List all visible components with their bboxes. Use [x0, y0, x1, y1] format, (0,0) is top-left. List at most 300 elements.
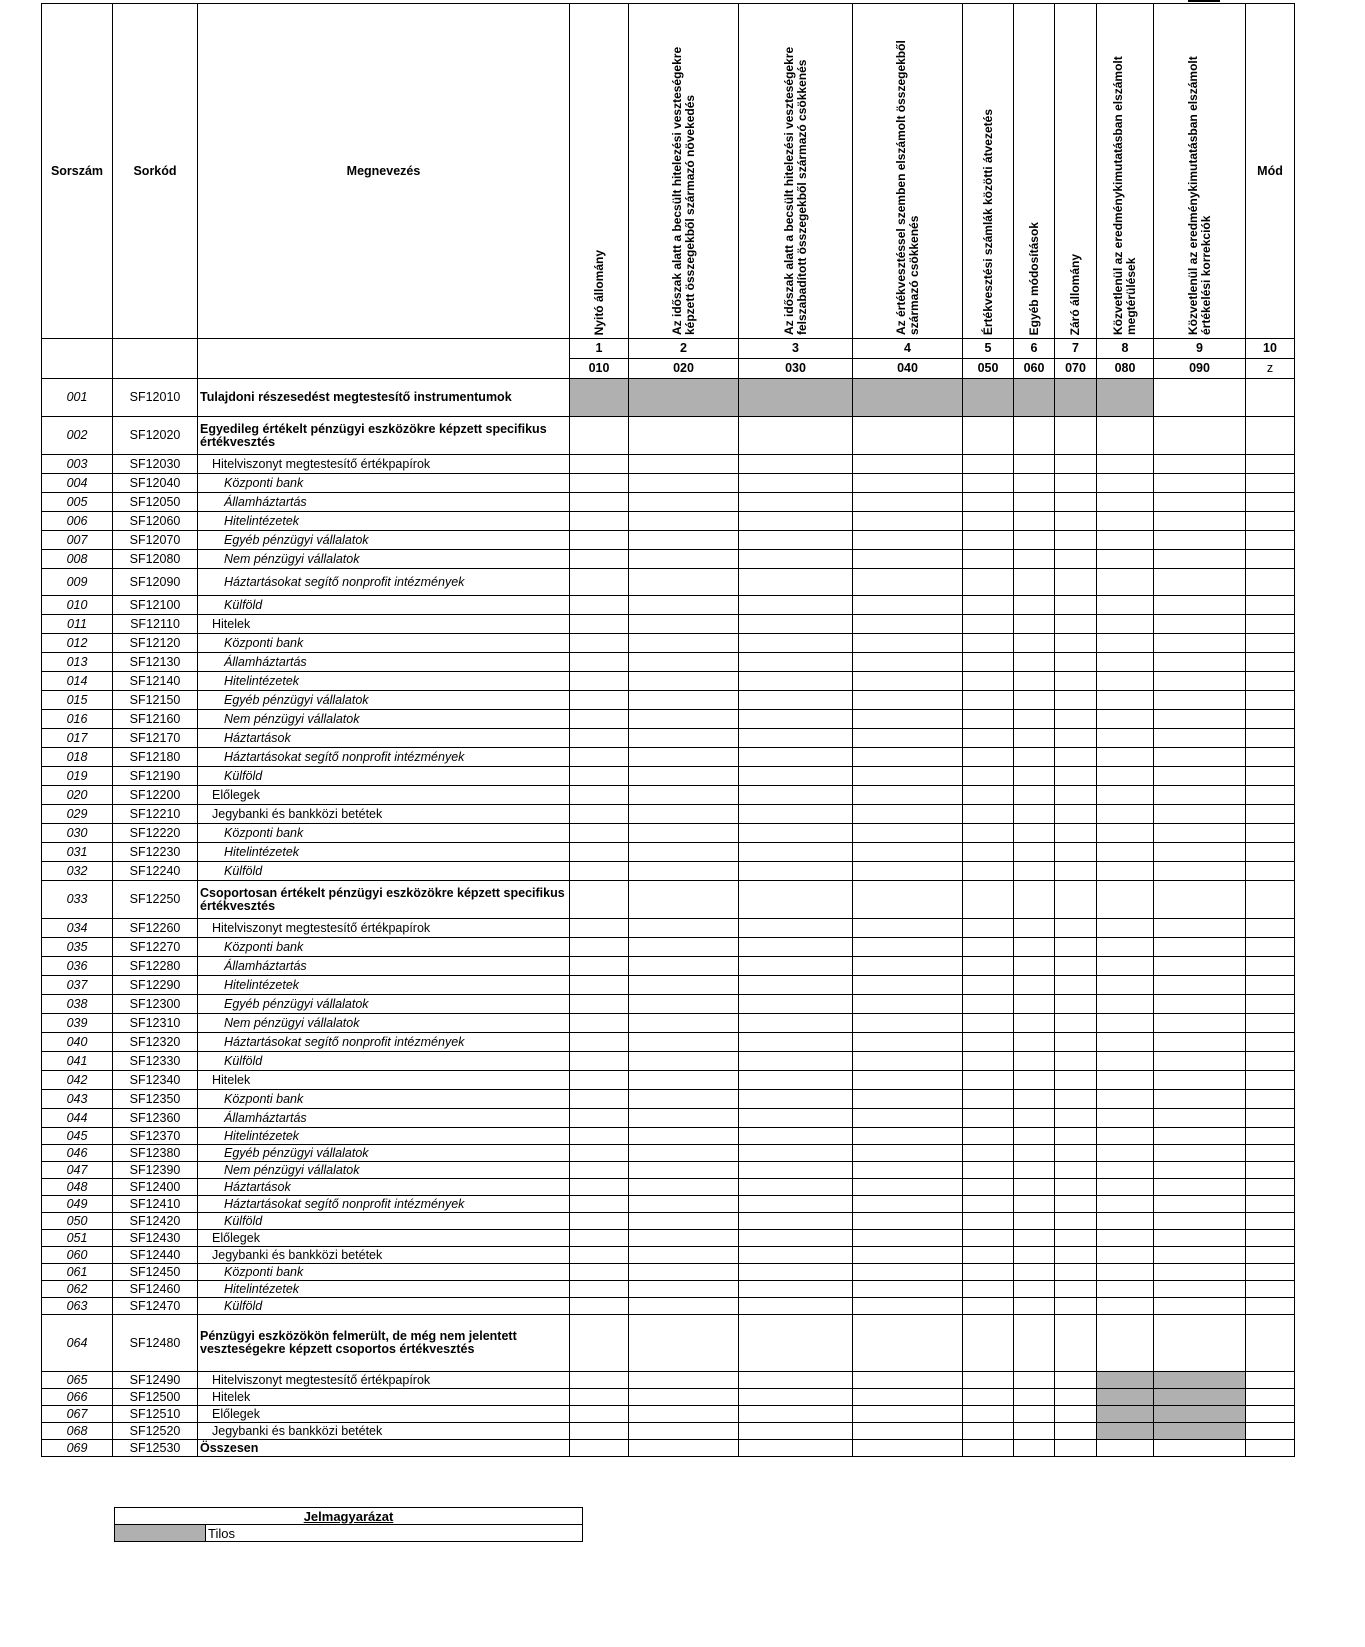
data-cell[interactable]	[1154, 1298, 1246, 1315]
data-cell[interactable]	[629, 1372, 739, 1389]
data-cell[interactable]	[1246, 1423, 1295, 1440]
data-cell[interactable]	[1246, 748, 1295, 767]
data-cell[interactable]	[1154, 634, 1246, 653]
data-cell[interactable]	[963, 786, 1014, 805]
data-cell[interactable]	[1154, 767, 1246, 786]
data-cell[interactable]	[1246, 1162, 1295, 1179]
data-cell[interactable]	[1097, 550, 1154, 569]
data-cell[interactable]	[739, 881, 853, 919]
data-cell[interactable]	[853, 1264, 963, 1281]
data-cell[interactable]	[570, 417, 629, 455]
data-cell[interactable]	[1014, 1264, 1055, 1281]
data-cell[interactable]	[1246, 493, 1295, 512]
data-cell[interactable]	[629, 1179, 739, 1196]
data-cell[interactable]	[570, 1281, 629, 1298]
data-cell[interactable]	[1154, 550, 1246, 569]
data-cell[interactable]	[853, 767, 963, 786]
data-cell[interactable]	[963, 1264, 1014, 1281]
data-cell[interactable]	[1246, 615, 1295, 634]
data-cell[interactable]	[739, 710, 853, 729]
data-cell[interactable]	[853, 786, 963, 805]
data-cell[interactable]	[963, 1247, 1014, 1264]
data-cell[interactable]	[1055, 1281, 1097, 1298]
data-cell[interactable]	[1097, 1162, 1154, 1179]
data-cell[interactable]	[739, 653, 853, 672]
data-cell[interactable]	[1055, 672, 1097, 691]
data-cell[interactable]	[853, 615, 963, 634]
data-cell[interactable]	[739, 919, 853, 938]
data-cell[interactable]	[963, 843, 1014, 862]
data-cell[interactable]	[1246, 1090, 1295, 1109]
data-cell[interactable]	[1154, 455, 1246, 474]
data-cell[interactable]	[1097, 862, 1154, 881]
data-cell[interactable]	[853, 748, 963, 767]
data-cell[interactable]	[1097, 512, 1154, 531]
data-cell[interactable]	[963, 1033, 1014, 1052]
data-cell[interactable]	[963, 710, 1014, 729]
data-cell[interactable]	[570, 729, 629, 748]
data-cell[interactable]	[1014, 1406, 1055, 1423]
data-cell[interactable]	[1097, 596, 1154, 615]
data-cell[interactable]	[853, 805, 963, 824]
data-cell[interactable]	[1154, 1230, 1246, 1247]
data-cell[interactable]	[1055, 1247, 1097, 1264]
data-cell[interactable]	[1246, 729, 1295, 748]
data-cell[interactable]	[1246, 1389, 1295, 1406]
data-cell[interactable]	[1014, 1372, 1055, 1389]
data-cell[interactable]	[853, 938, 963, 957]
data-cell[interactable]	[629, 938, 739, 957]
data-cell[interactable]	[1154, 729, 1246, 748]
data-cell[interactable]	[1246, 767, 1295, 786]
data-cell[interactable]	[1097, 474, 1154, 493]
data-cell[interactable]	[629, 1230, 739, 1247]
data-cell[interactable]	[1097, 634, 1154, 653]
data-cell[interactable]	[629, 379, 739, 417]
data-cell[interactable]	[1246, 1145, 1295, 1162]
data-cell[interactable]	[629, 1109, 739, 1128]
data-cell[interactable]	[739, 531, 853, 550]
data-cell[interactable]	[629, 634, 739, 653]
data-cell[interactable]	[1246, 824, 1295, 843]
data-cell[interactable]	[1097, 1372, 1154, 1389]
data-cell[interactable]	[629, 919, 739, 938]
data-cell[interactable]	[1014, 767, 1055, 786]
data-cell[interactable]	[1097, 1406, 1154, 1423]
data-cell[interactable]	[739, 1247, 853, 1264]
data-cell[interactable]	[853, 1247, 963, 1264]
data-cell[interactable]	[1154, 919, 1246, 938]
data-cell[interactable]	[1055, 976, 1097, 995]
data-cell[interactable]	[1014, 824, 1055, 843]
data-cell[interactable]	[1246, 1406, 1295, 1423]
data-cell[interactable]	[1055, 569, 1097, 596]
data-cell[interactable]	[1246, 1315, 1295, 1372]
data-cell[interactable]	[1097, 691, 1154, 710]
data-cell[interactable]	[1097, 1196, 1154, 1213]
data-cell[interactable]	[853, 995, 963, 1014]
data-cell[interactable]	[1014, 550, 1055, 569]
data-cell[interactable]	[570, 1179, 629, 1196]
data-cell[interactable]	[1014, 379, 1055, 417]
data-cell[interactable]	[629, 512, 739, 531]
data-cell[interactable]	[629, 1033, 739, 1052]
data-cell[interactable]	[1014, 1281, 1055, 1298]
data-cell[interactable]	[853, 417, 963, 455]
data-cell[interactable]	[853, 919, 963, 938]
data-cell[interactable]	[853, 1109, 963, 1128]
data-cell[interactable]	[1055, 1071, 1097, 1090]
data-cell[interactable]	[1055, 824, 1097, 843]
data-cell[interactable]	[1055, 550, 1097, 569]
data-cell[interactable]	[1154, 596, 1246, 615]
data-cell[interactable]	[1246, 976, 1295, 995]
data-cell[interactable]	[1055, 1145, 1097, 1162]
data-cell[interactable]	[1097, 1281, 1154, 1298]
data-cell[interactable]	[739, 938, 853, 957]
data-cell[interactable]	[629, 786, 739, 805]
data-cell[interactable]	[1014, 748, 1055, 767]
data-cell[interactable]	[853, 1440, 963, 1457]
data-cell[interactable]	[629, 1389, 739, 1406]
data-cell[interactable]	[1154, 1372, 1246, 1389]
data-cell[interactable]	[1246, 550, 1295, 569]
data-cell[interactable]	[739, 1128, 853, 1145]
data-cell[interactable]	[629, 843, 739, 862]
data-cell[interactable]	[570, 995, 629, 1014]
data-cell[interactable]	[570, 569, 629, 596]
data-cell[interactable]	[629, 653, 739, 672]
data-cell[interactable]	[963, 862, 1014, 881]
data-cell[interactable]	[1154, 512, 1246, 531]
data-cell[interactable]	[1014, 957, 1055, 976]
data-cell[interactable]	[1055, 531, 1097, 550]
data-cell[interactable]	[570, 805, 629, 824]
data-cell[interactable]	[570, 493, 629, 512]
data-cell[interactable]	[1014, 1315, 1055, 1372]
data-cell[interactable]	[570, 881, 629, 919]
data-cell[interactable]	[739, 569, 853, 596]
data-cell[interactable]	[570, 1389, 629, 1406]
data-cell[interactable]	[1055, 767, 1097, 786]
data-cell[interactable]	[629, 957, 739, 976]
data-cell[interactable]	[1246, 1014, 1295, 1033]
data-cell[interactable]	[739, 1090, 853, 1109]
data-cell[interactable]	[853, 531, 963, 550]
data-cell[interactable]	[1055, 1014, 1097, 1033]
data-cell[interactable]	[1055, 1033, 1097, 1052]
data-cell[interactable]	[1246, 1281, 1295, 1298]
data-cell[interactable]	[629, 729, 739, 748]
data-cell[interactable]	[1154, 1315, 1246, 1372]
data-cell[interactable]	[1014, 691, 1055, 710]
data-cell[interactable]	[963, 1372, 1014, 1389]
data-cell[interactable]	[1097, 995, 1154, 1014]
data-cell[interactable]	[1154, 474, 1246, 493]
data-cell[interactable]	[739, 824, 853, 843]
data-cell[interactable]	[739, 1179, 853, 1196]
data-cell[interactable]	[963, 729, 1014, 748]
data-cell[interactable]	[739, 615, 853, 634]
data-cell[interactable]	[853, 1052, 963, 1071]
data-cell[interactable]	[739, 1315, 853, 1372]
data-cell[interactable]	[570, 1090, 629, 1109]
data-cell[interactable]	[629, 976, 739, 995]
data-cell[interactable]	[963, 634, 1014, 653]
data-cell[interactable]	[1014, 1247, 1055, 1264]
data-cell[interactable]	[963, 531, 1014, 550]
data-cell[interactable]	[963, 1315, 1014, 1372]
data-cell[interactable]	[1154, 938, 1246, 957]
data-cell[interactable]	[853, 691, 963, 710]
data-cell[interactable]	[629, 474, 739, 493]
data-cell[interactable]	[1097, 786, 1154, 805]
data-cell[interactable]	[1014, 729, 1055, 748]
data-cell[interactable]	[1097, 1145, 1154, 1162]
data-cell[interactable]	[629, 615, 739, 634]
data-cell[interactable]	[739, 1281, 853, 1298]
data-cell[interactable]	[1154, 824, 1246, 843]
data-cell[interactable]	[1055, 938, 1097, 957]
data-cell[interactable]	[1154, 417, 1246, 455]
data-cell[interactable]	[1154, 748, 1246, 767]
data-cell[interactable]	[570, 379, 629, 417]
data-cell[interactable]	[1097, 919, 1154, 938]
data-cell[interactable]	[1097, 1298, 1154, 1315]
data-cell[interactable]	[963, 1179, 1014, 1196]
data-cell[interactable]	[963, 1162, 1014, 1179]
data-cell[interactable]	[1014, 919, 1055, 938]
data-cell[interactable]	[629, 1162, 739, 1179]
data-cell[interactable]	[570, 1423, 629, 1440]
data-cell[interactable]	[629, 862, 739, 881]
data-cell[interactable]	[1154, 710, 1246, 729]
data-cell[interactable]	[1055, 1440, 1097, 1457]
data-cell[interactable]	[629, 550, 739, 569]
data-cell[interactable]	[1097, 957, 1154, 976]
data-cell[interactable]	[739, 1162, 853, 1179]
data-cell[interactable]	[1097, 455, 1154, 474]
data-cell[interactable]	[739, 995, 853, 1014]
data-cell[interactable]	[1246, 805, 1295, 824]
data-cell[interactable]	[1055, 1128, 1097, 1145]
data-cell[interactable]	[1014, 1090, 1055, 1109]
data-cell[interactable]	[963, 1423, 1014, 1440]
data-cell[interactable]	[1055, 729, 1097, 748]
data-cell[interactable]	[739, 1230, 853, 1247]
data-cell[interactable]	[853, 653, 963, 672]
data-cell[interactable]	[629, 672, 739, 691]
data-cell[interactable]	[853, 1014, 963, 1033]
data-cell[interactable]	[853, 672, 963, 691]
data-cell[interactable]	[1014, 455, 1055, 474]
data-cell[interactable]	[1014, 1423, 1055, 1440]
data-cell[interactable]	[963, 1145, 1014, 1162]
data-cell[interactable]	[629, 1014, 739, 1033]
data-cell[interactable]	[853, 1230, 963, 1247]
data-cell[interactable]	[853, 1145, 963, 1162]
data-cell[interactable]	[629, 455, 739, 474]
data-cell[interactable]	[739, 748, 853, 767]
data-cell[interactable]	[1055, 653, 1097, 672]
data-cell[interactable]	[1246, 672, 1295, 691]
data-cell[interactable]	[739, 767, 853, 786]
data-cell[interactable]	[1097, 1109, 1154, 1128]
data-cell[interactable]	[963, 455, 1014, 474]
data-cell[interactable]	[853, 1196, 963, 1213]
data-cell[interactable]	[629, 569, 739, 596]
data-cell[interactable]	[963, 1071, 1014, 1090]
data-cell[interactable]	[1246, 1071, 1295, 1090]
data-cell[interactable]	[570, 843, 629, 862]
data-cell[interactable]	[1055, 1196, 1097, 1213]
data-cell[interactable]	[853, 1033, 963, 1052]
data-cell[interactable]	[739, 1440, 853, 1457]
data-cell[interactable]	[1154, 1247, 1246, 1264]
data-cell[interactable]	[739, 957, 853, 976]
data-cell[interactable]	[963, 767, 1014, 786]
data-cell[interactable]	[739, 976, 853, 995]
data-cell[interactable]	[739, 1052, 853, 1071]
data-cell[interactable]	[1154, 1264, 1246, 1281]
data-cell[interactable]	[1097, 710, 1154, 729]
data-cell[interactable]	[629, 531, 739, 550]
data-cell[interactable]	[1246, 710, 1295, 729]
data-cell[interactable]	[963, 672, 1014, 691]
data-cell[interactable]	[1014, 417, 1055, 455]
data-cell[interactable]	[853, 1423, 963, 1440]
data-cell[interactable]	[853, 729, 963, 748]
data-cell[interactable]	[1014, 634, 1055, 653]
data-cell[interactable]	[739, 417, 853, 455]
data-cell[interactable]	[629, 1281, 739, 1298]
data-cell[interactable]	[963, 919, 1014, 938]
data-cell[interactable]	[629, 1315, 739, 1372]
data-cell[interactable]	[570, 596, 629, 615]
data-cell[interactable]	[1055, 1264, 1097, 1281]
data-cell[interactable]	[739, 729, 853, 748]
data-cell[interactable]	[853, 1389, 963, 1406]
data-cell[interactable]	[1154, 615, 1246, 634]
data-cell[interactable]	[1246, 634, 1295, 653]
data-cell[interactable]	[1055, 1179, 1097, 1196]
data-cell[interactable]	[629, 691, 739, 710]
data-cell[interactable]	[629, 1196, 739, 1213]
data-cell[interactable]	[1097, 1090, 1154, 1109]
data-cell[interactable]	[853, 1213, 963, 1230]
data-cell[interactable]	[853, 710, 963, 729]
data-cell[interactable]	[1246, 531, 1295, 550]
data-cell[interactable]	[1154, 1014, 1246, 1033]
data-cell[interactable]	[1154, 976, 1246, 995]
data-cell[interactable]	[1055, 512, 1097, 531]
data-cell[interactable]	[739, 1109, 853, 1128]
data-cell[interactable]	[739, 596, 853, 615]
data-cell[interactable]	[1014, 938, 1055, 957]
data-cell[interactable]	[1154, 1145, 1246, 1162]
data-cell[interactable]	[963, 748, 1014, 767]
data-cell[interactable]	[963, 1440, 1014, 1457]
data-cell[interactable]	[1154, 843, 1246, 862]
data-cell[interactable]	[1055, 1298, 1097, 1315]
data-cell[interactable]	[570, 786, 629, 805]
data-cell[interactable]	[1154, 805, 1246, 824]
data-cell[interactable]	[629, 1213, 739, 1230]
data-cell[interactable]	[1154, 1128, 1246, 1145]
data-cell[interactable]	[570, 1052, 629, 1071]
data-cell[interactable]	[1097, 531, 1154, 550]
data-cell[interactable]	[963, 1109, 1014, 1128]
data-cell[interactable]	[739, 550, 853, 569]
data-cell[interactable]	[853, 379, 963, 417]
data-cell[interactable]	[963, 1281, 1014, 1298]
data-cell[interactable]	[853, 824, 963, 843]
data-cell[interactable]	[1014, 512, 1055, 531]
data-cell[interactable]	[570, 672, 629, 691]
data-cell[interactable]	[1014, 1033, 1055, 1052]
data-cell[interactable]	[739, 1213, 853, 1230]
data-cell[interactable]	[1097, 653, 1154, 672]
data-cell[interactable]	[1246, 919, 1295, 938]
data-cell[interactable]	[570, 634, 629, 653]
data-cell[interactable]	[963, 417, 1014, 455]
data-cell[interactable]	[629, 995, 739, 1014]
data-cell[interactable]	[963, 1128, 1014, 1145]
data-cell[interactable]	[739, 1145, 853, 1162]
data-cell[interactable]	[853, 1179, 963, 1196]
data-cell[interactable]	[1246, 957, 1295, 976]
data-cell[interactable]	[739, 1298, 853, 1315]
data-cell[interactable]	[963, 493, 1014, 512]
data-cell[interactable]	[570, 512, 629, 531]
data-cell[interactable]	[1246, 474, 1295, 493]
data-cell[interactable]	[1097, 379, 1154, 417]
data-cell[interactable]	[1154, 1406, 1246, 1423]
data-cell[interactable]	[1014, 672, 1055, 691]
data-cell[interactable]	[570, 550, 629, 569]
data-cell[interactable]	[1097, 569, 1154, 596]
data-cell[interactable]	[1055, 1372, 1097, 1389]
data-cell[interactable]	[1154, 653, 1246, 672]
data-cell[interactable]	[629, 710, 739, 729]
data-cell[interactable]	[1055, 493, 1097, 512]
data-cell[interactable]	[963, 1230, 1014, 1247]
data-cell[interactable]	[739, 1264, 853, 1281]
data-cell[interactable]	[1014, 881, 1055, 919]
data-cell[interactable]	[1014, 843, 1055, 862]
data-cell[interactable]	[1154, 1071, 1246, 1090]
data-cell[interactable]	[1055, 919, 1097, 938]
data-cell[interactable]	[629, 1440, 739, 1457]
data-cell[interactable]	[853, 1071, 963, 1090]
data-cell[interactable]	[1014, 710, 1055, 729]
data-cell[interactable]	[629, 1090, 739, 1109]
data-cell[interactable]	[1154, 379, 1246, 417]
data-cell[interactable]	[739, 691, 853, 710]
data-cell[interactable]	[1014, 474, 1055, 493]
data-cell[interactable]	[570, 1145, 629, 1162]
data-cell[interactable]	[1154, 1213, 1246, 1230]
data-cell[interactable]	[1154, 786, 1246, 805]
data-cell[interactable]	[570, 531, 629, 550]
data-cell[interactable]	[570, 1315, 629, 1372]
data-cell[interactable]	[570, 1298, 629, 1315]
data-cell[interactable]	[1055, 1162, 1097, 1179]
data-cell[interactable]	[629, 1423, 739, 1440]
data-cell[interactable]	[739, 1014, 853, 1033]
data-cell[interactable]	[963, 691, 1014, 710]
data-cell[interactable]	[1097, 493, 1154, 512]
